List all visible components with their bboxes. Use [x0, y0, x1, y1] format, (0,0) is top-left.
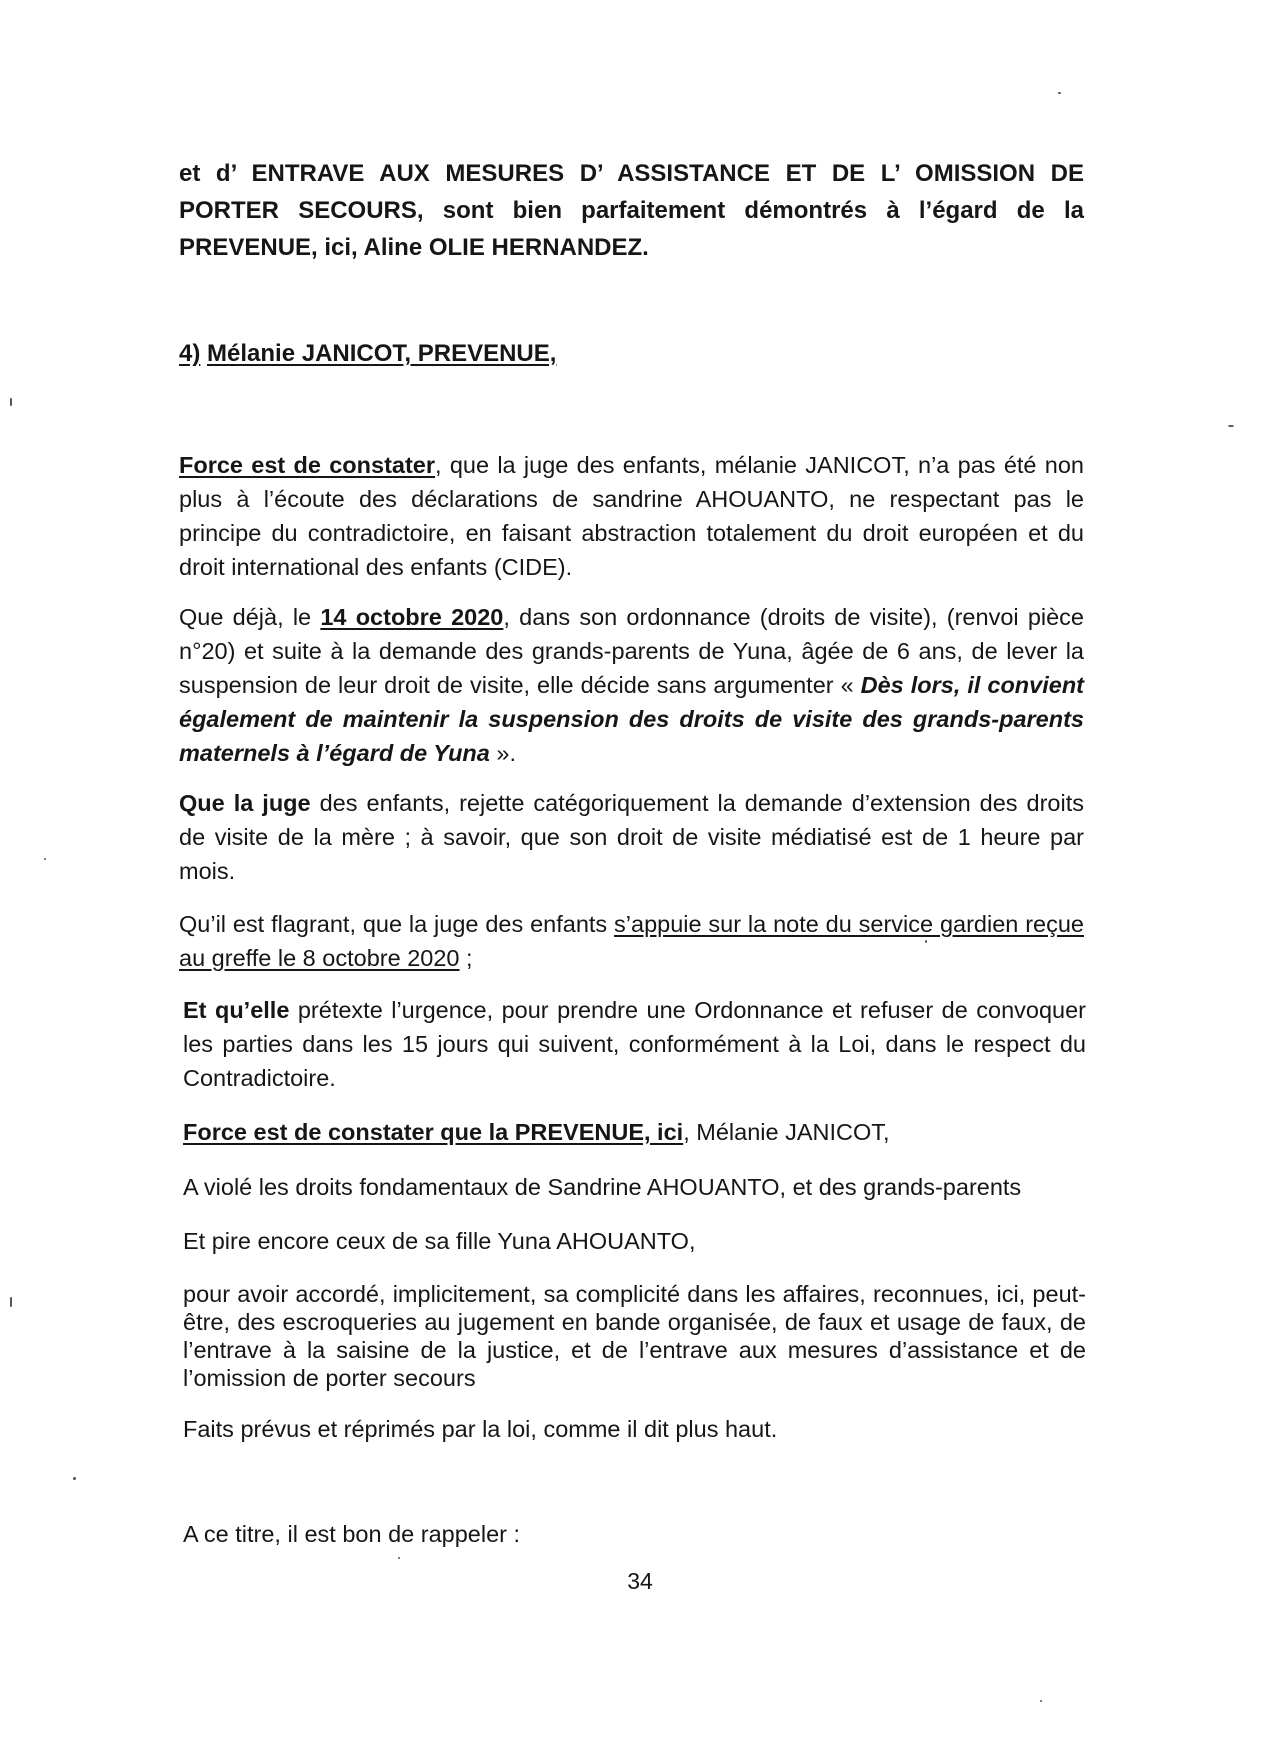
section-number: 4): [179, 340, 201, 367]
underlined-note: s’appuie sur la note du service gardien reçue au greffe le 8 octobre 2020: [179, 911, 1084, 971]
paragraph-4: Qu’il est flagrant, que la juge des enfants s’appuie sur la note du service gardien reçue au greffe le 8 octobre 2020 ;: [179, 911, 1084, 971]
scan-speck: [1228, 425, 1234, 427]
section-heading: [179, 340, 556, 368]
scan-speck: [10, 398, 12, 406]
paragraph-10: Faits prévus et réprimés par la loi, comme il dit plus haut.: [183, 1416, 778, 1442]
quoted-decision: Dès lors, il convient également de maintenir la suspension des droits de visite des grands-parents maternels à l’égard de Yuna: [179, 672, 1085, 766]
lead-et-quelle: Et qu’elle: [183, 997, 290, 1023]
paragraph-2: Que déjà, le 14 octobre 2020, dans son ordonnance (droits de visite), (renvoi pièce n°20) et suite à la demande des grands-parents de Yuna, âgée de 6 ans, de lever la suspension de leur droit de visite, elle décide sans argumenter « Dès lors, il convient également de maintenir la suspension des droits de visite des grands-parents maternels à l’égard de Yuna ».: [179, 604, 1085, 766]
paragraph-3: Que la juge des enfants, rejette catégoriquement la demande d’extension des droits de visite de la mère ; à savoir, que son droit de visite médiatisé est de 1 heure par mois.: [179, 790, 1084, 884]
paragraph-8: Et pire encore ceux de sa fille Yuna AHOUANTO,: [183, 1228, 696, 1254]
paragraph-11: A ce titre, il est bon de rappeler :: [183, 1521, 521, 1547]
lead-que-la-juge: Que la juge: [179, 790, 311, 816]
paragraph-7: A violé les droits fondamentaux de Sandrine AHOUANTO, et des grands-parents: [183, 1174, 1022, 1200]
lead-force-est-de-constater-prevenue: Force est de constater que la PREVENUE, ici: [183, 1119, 684, 1145]
paragraph-6: Force est de constater que la PREVENUE, ici, Mélanie JANICOT,: [183, 1119, 890, 1145]
paragraph-9: pour avoir accordé, implicitement, sa complicité dans les affaires, reconnues, ici, peut-être, des escroqueries au jugement en bande organisée, de faux et usage de faux, de l’entrave à la saisine de la justice, et de l’entrave aux mesures d’assistance et de l’omission de porter secours: [183, 1281, 1086, 1391]
scan-speck: [44, 858, 46, 860]
page-number: 34: [627, 1568, 653, 1594]
section-title: Mélanie JANICOT, PREVENUE,: [207, 340, 557, 367]
scan-speck: [73, 1477, 76, 1480]
paragraph-5: Et qu’elle prétexte l’urgence, pour prendre une Ordonnance et refuser de convoquer les parties dans les 15 jours qui suivent, conformément à la Loi, dans le respect du Contradictoire.: [183, 997, 1086, 1091]
scan-speck: [398, 1557, 400, 1559]
lead-force-est-de-constater: Force est de constater: [179, 452, 436, 478]
date-highlight: 14 octobre 2020: [320, 604, 504, 630]
scan-speck: [10, 1297, 12, 1307]
paragraph-1: Force est de constater, que la juge des enfants, mélanie JANICOT, n’a pas été non plus à l’écoute des déclarations de sandrine AHOUANTO, ne respectant pas le principe du contradictoire, en faisant abstraction totalement du droit européen et du droit international des enfants (CIDE).: [179, 452, 1084, 580]
scan-speck: [1040, 1700, 1042, 1702]
scan-speck: [1058, 92, 1061, 94]
intro-paragraph: et d’ ENTRAVE AUX MESURES D’ ASSISTANCE ET DE L’ OMISSION DE PORTER SECOURS, sont bien parfaitement démontrés à l’égard de la PREVENUE, ici, Aline OLIE HERNANDEZ.: [179, 160, 1084, 261]
